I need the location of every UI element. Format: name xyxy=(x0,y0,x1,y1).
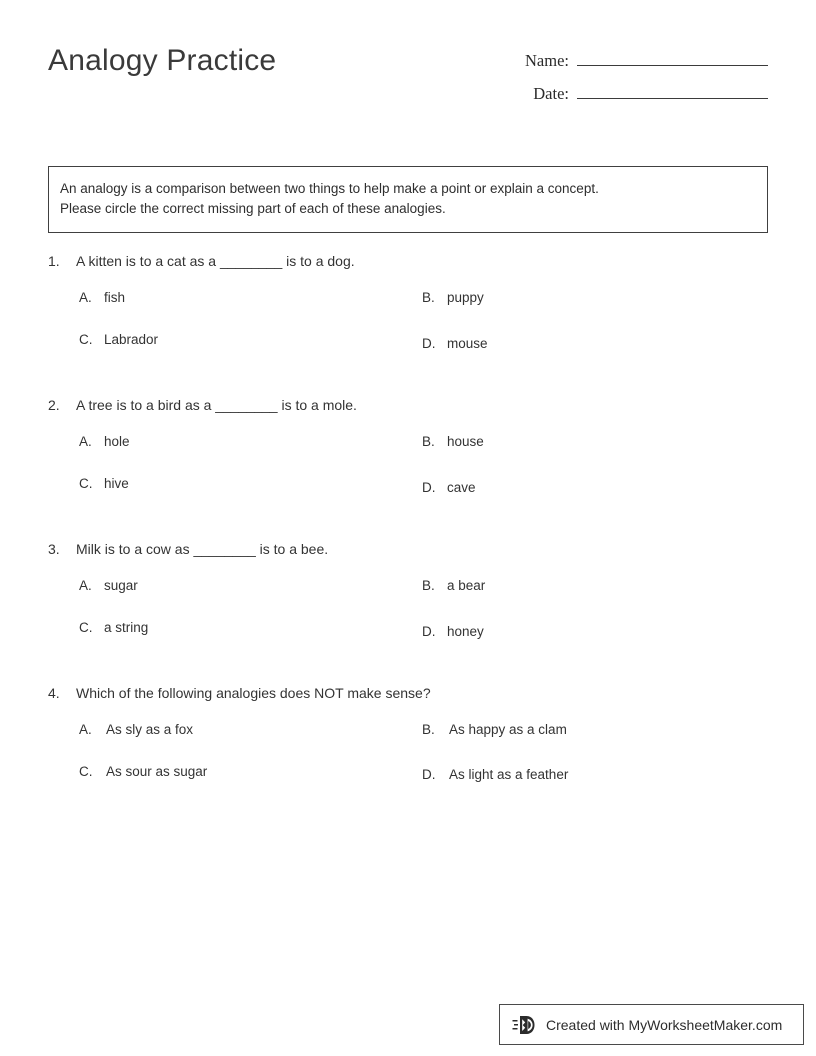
option-text: hole xyxy=(104,434,130,449)
option-letter: B. xyxy=(422,290,435,305)
question-4-option-c[interactable] xyxy=(79,762,207,782)
option-letter: A. xyxy=(79,434,92,449)
question-3-option-c[interactable] xyxy=(79,618,148,638)
question-1-option-d[interactable] xyxy=(422,334,488,354)
option-letter: B. xyxy=(422,722,435,737)
option-text: a string xyxy=(104,620,149,635)
option-letter: D. xyxy=(422,480,436,495)
question-item-2 xyxy=(0,394,816,520)
option-letter: C. xyxy=(79,332,93,347)
question-item-4 xyxy=(0,682,816,808)
question-1-number: 1. xyxy=(48,253,60,269)
question-2-number: 2. xyxy=(48,397,60,413)
option-text: Labrador xyxy=(104,332,159,347)
option-text: hive xyxy=(104,476,129,491)
worksheet-header xyxy=(48,44,768,124)
question-3-heading xyxy=(0,538,816,560)
question-4-text: Which of the following analogies does NOT make sense? xyxy=(76,685,431,701)
question-4-option-d[interactable] xyxy=(422,765,568,785)
option-text: fish xyxy=(104,290,126,305)
question-3-option-a[interactable] xyxy=(79,576,138,596)
question-2-option-b[interactable] xyxy=(422,432,484,452)
option-text: As happy as a clam xyxy=(449,722,567,737)
instructions-line-2: Please circle the correct missing part of each of these analogies. xyxy=(60,201,446,216)
question-4-number: 4. xyxy=(48,685,60,701)
footer-attribution-text: Created with MyWorksheetMaker.com xyxy=(546,1016,783,1033)
question-3-text: Milk is to a cow as ________ is to a bee. xyxy=(76,541,329,557)
option-text: As sour as sugar xyxy=(106,764,208,779)
footer-attribution-badge[interactable] xyxy=(499,1004,804,1045)
option-text: As light as a feather xyxy=(449,767,569,782)
question-2-text: A tree is to a bird as a ________ is to a mole. xyxy=(76,397,357,413)
option-text: honey xyxy=(447,624,484,639)
option-text: sugar xyxy=(104,578,138,593)
option-letter: D. xyxy=(422,336,436,351)
question-item-3 xyxy=(0,538,816,664)
name-label: Name: xyxy=(525,51,569,70)
question-1-option-a[interactable] xyxy=(79,288,125,308)
question-1-heading xyxy=(0,250,816,272)
option-letter: C. xyxy=(79,476,93,491)
question-4-option-a[interactable] xyxy=(79,720,193,740)
questions-list xyxy=(0,250,816,826)
option-letter: A. xyxy=(79,722,92,737)
question-4-option-b[interactable] xyxy=(422,720,567,740)
date-label: Date: xyxy=(533,84,569,103)
question-3-options xyxy=(0,576,816,664)
option-letter: C. xyxy=(79,764,93,779)
page-title: Analogy Practice xyxy=(48,44,277,77)
option-text: house xyxy=(447,434,484,449)
option-text: mouse xyxy=(447,336,488,351)
option-letter: D. xyxy=(422,767,436,782)
question-1-option-b[interactable] xyxy=(422,288,484,308)
question-item-1 xyxy=(0,250,816,376)
option-letter: A. xyxy=(79,290,92,305)
question-4-heading xyxy=(0,682,816,704)
question-1-option-c[interactable] xyxy=(79,330,158,350)
question-3-option-d[interactable] xyxy=(422,622,484,642)
instructions-box xyxy=(48,166,768,233)
question-4-options xyxy=(0,720,816,808)
date-row xyxy=(468,81,768,114)
option-letter: B. xyxy=(422,578,435,593)
question-1-options xyxy=(0,288,816,376)
instructions-line-1: An analogy is a comparison between two things to help make a point or explain a concept. xyxy=(60,181,599,196)
option-letter: C. xyxy=(79,620,93,635)
worksheet-maker-logo-icon xyxy=(512,1013,538,1037)
date-write-line[interactable] xyxy=(577,81,768,99)
option-text: cave xyxy=(447,480,476,495)
question-2-heading xyxy=(0,394,816,416)
question-2-option-c[interactable] xyxy=(79,474,129,494)
option-text: puppy xyxy=(447,290,484,305)
name-row xyxy=(468,48,768,81)
option-letter: D. xyxy=(422,624,436,639)
question-1-text: A kitten is to a cat as a ________ is to a dog. xyxy=(76,253,355,269)
question-2-options xyxy=(0,432,816,520)
option-text: As sly as a fox xyxy=(106,722,194,737)
option-text: a bear xyxy=(447,578,486,593)
question-3-option-b[interactable] xyxy=(422,576,485,596)
question-3-number: 3. xyxy=(48,541,60,557)
name-date-block xyxy=(468,48,768,114)
option-letter: B. xyxy=(422,434,435,449)
name-write-line[interactable] xyxy=(577,48,768,66)
option-letter: A. xyxy=(79,578,92,593)
question-2-option-d[interactable] xyxy=(422,478,476,498)
question-2-option-a[interactable] xyxy=(79,432,130,452)
